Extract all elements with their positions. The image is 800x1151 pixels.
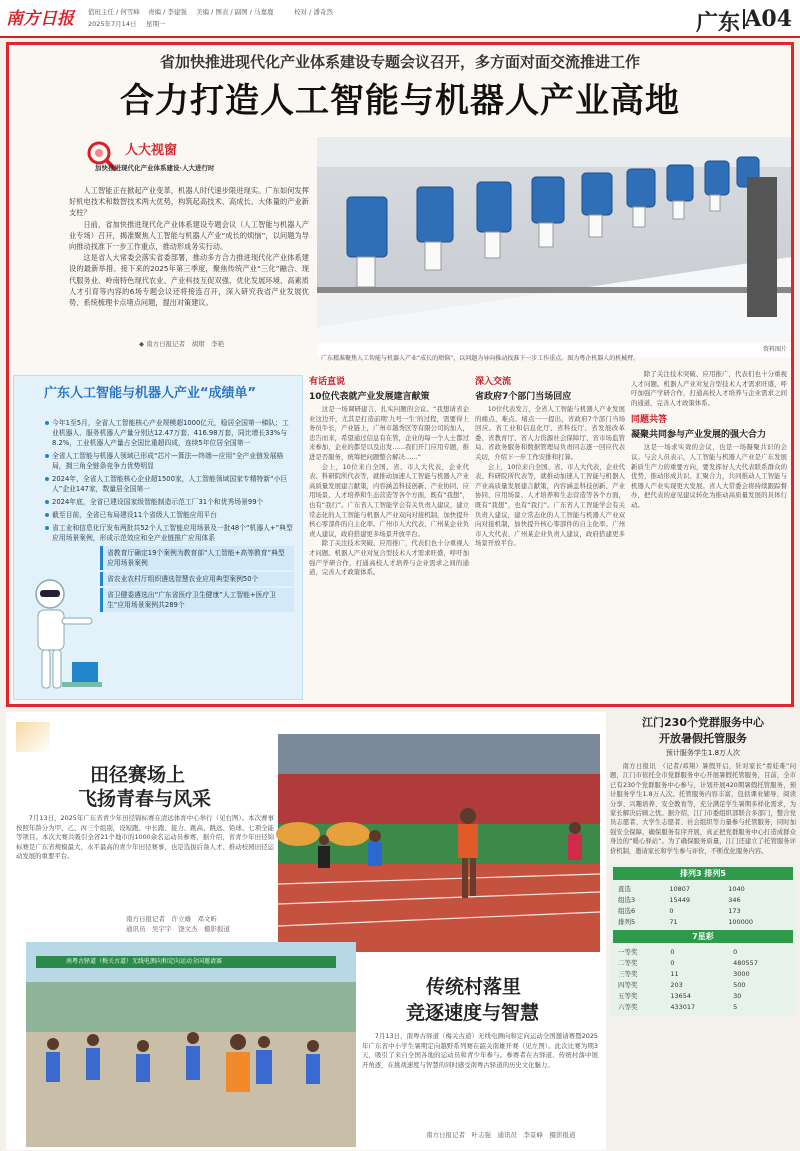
editor2-label: 责编 / 李建强 (148, 8, 187, 16)
table-cell: 10807 (669, 884, 691, 893)
lottery-box (610, 864, 796, 1016)
village-title-line1: 传统村落里 (426, 976, 522, 998)
story-headline: 合力打造人工智能与机器人产业高地 (120, 81, 680, 121)
list-item: 2024年，全省人工智能核心企业超1500家，人工智能领域国家专精特新“小巨人”企业147家，数量居全国第一 (44, 474, 294, 494)
sports-text: 7月13日，2025年广东省青少年田径锦标赛在清远体育中心举行（见右图）。本次赛事按照年龄分为甲、乙、丙三个组别，设短跑、中长跑、接力、跳高、跳远、铅球、七项全能等项目。本次大赛共吸引全省21个地市的1000余名运动员参赛，据介绍，省青少年田径锦标赛是广东省规模最大、水平最高的青少年田径赛事，也是选拔后备人才、推动校园田径运动发展的重要平台。 (16, 814, 274, 861)
table-row (615, 958, 791, 967)
table-cell: 3000 (733, 969, 750, 978)
main-story-frame (6, 42, 794, 707)
sub-list (100, 546, 294, 612)
sports-title-line2: 飞扬青春与风采 (78, 788, 212, 810)
table-cell: 1040 (728, 884, 745, 893)
robot-figure-icon (22, 576, 102, 694)
section-headline: 省政府7个部门当场回应 (475, 392, 572, 402)
table-row (615, 906, 791, 915)
paragraph: 10位代表发言，全省人工智能与机器人产业发展的痛点、难点、堵点一一提出，省政府7个部门当场回应。省工业和信息化厅、省科技厅、省发展改革委、省教育厅、省人力资源社会保障厅、省市场监管局、省政务服务和数据管理局负责同志逐一回应代表关切，介绍下一步工作安排和打算。 (475, 405, 625, 461)
list-item: 截至目前，全省已布局建设11个省级人工智能应用平台 (44, 510, 294, 520)
table-cell: 组选3 (618, 896, 636, 905)
sub-list-item: 省教育厅确定19个案例为教育部“人工智能+高等教育”典型应用场景案例 (100, 546, 294, 570)
decor-arrow (16, 722, 50, 752)
village-text: 7月13日，南粤古驿道（梅关古道）无线电测向和定向运动全国邀请赛暨2025年广东省中小学生暑期定向越野系列赛在韶关南雄开赛（见左图）。此次比赛为期3天，吸引了来自全国各地的运动员和青少年参与。参赛者在古驿道、传统村落中展开角逐，在挑战速度与智慧的同时感受南粤古驿道的历史文化魅力。 (362, 1032, 598, 1069)
column-subtitle: 加快推进现代化产业体系建设·人大进行时 (95, 164, 215, 172)
robot-arms-illustration (317, 137, 791, 357)
paragraph: 会上，10位来自全国、省、市人大代表，企业代表、科研院所代表等，就推动加速人工智能与机器人产业高质量发展建言献策，内容涵盖科技创新、产业协同、应用场景、人才培养和生态营造等各个方面，既有“我想”，也有“我行”。广东省人工智能学会有关负责人建议，建立常态化的人工智能与机器人产业双向对接机制，加快提升核心零部件的自主化率。广州市人大代表、广州某企业负责人建议，政府搭建更多场景开放平台。 (475, 462, 625, 548)
list-item: 2024年底，全省已建设国家级智能制造示范工厂31个和优秀场景99个 (44, 497, 294, 507)
paragraph: 除了关注技术突破、应用推广，代表们也十分重视人才问题。机器人产业对复合型技术人才需求旺盛，呼吁加强产学研合作，打通高校人才培养与企业需求之间的通道，完善人才政策体系。 (309, 539, 469, 577)
page-header (0, 0, 800, 38)
village-title-line2: 竞逐速度与智慧 (406, 1002, 540, 1024)
box-title: 广东人工智能与机器人产业“成绩单” (44, 386, 257, 401)
lottery-title: 7星彩 (613, 930, 793, 943)
editor-label: 值班主任 / 何雪峰 (88, 8, 140, 16)
table-cell: 0 (670, 958, 675, 967)
photo-caption: 广东精准聚焦人工智能与机器人产业“成长的烦恼”，以问题为导向推动找准下一步工作重点。图为粤企机器人的机械臂。 (321, 355, 640, 362)
column-3 (631, 370, 787, 511)
sub-list-item: 省农业农村厅组织遴选智慧农业应用典型案例50个 (100, 572, 294, 586)
weekday-label: 星期一 (146, 20, 166, 28)
proof-label: 校对 / 潘奇然 (294, 8, 333, 16)
table-cell: 二等奖 (618, 959, 638, 968)
table-row (615, 1002, 791, 1011)
achievements-box (13, 375, 303, 700)
table-cell: 15449 (669, 895, 691, 904)
table-cell: 5 (733, 1002, 738, 1011)
sports-byline: 通讯员 吴宇宇 饶文杰 摄影报道 (126, 925, 230, 933)
table-cell: 五等奖 (618, 992, 638, 1001)
track-photo (278, 734, 600, 952)
table-cell: 六等奖 (618, 1003, 638, 1012)
section-headline: 10位代表就产业发展建言献策 (309, 392, 430, 402)
table-cell: 排列5 (618, 918, 636, 927)
table-cell: 11 (670, 969, 679, 978)
paragraph: 这是一场调研建言、扎实问题的会议。“我想请省企业这边开，尤其是打造前期‘九号一生’的过程，需要得上务员牛长，产业链上，广州市越秀区等有限公司的加人，忠告而来，希望通过信息有在管，企业的每一个人士都过来参加，企业的都是以及出发……我们开门应用专题，推进是否服务，统筹把问题整合解决……” (309, 405, 469, 461)
table-cell: 13654 (670, 991, 691, 1000)
track-illustration (278, 734, 600, 952)
village-race-photo (26, 942, 356, 1147)
column-2 (475, 370, 625, 549)
byline-text: 南方日报记者 胡珺 李艳 (146, 340, 225, 348)
table-cell: 30 (733, 991, 742, 1000)
list-item: 今年1至5月，全省人工智能核心产业规模超1000亿元，稳居全国第一梯队；工业机器人、服务机器人产量分别达12.47万套、416.98万套，同比增长33%与8.2%，工业机器人产量占全国比重超四成，连续5年位居全国第一 (44, 418, 294, 448)
table-row (615, 947, 791, 956)
lead-byline: ◆ 南方日报记者 胡珺 李艳 (139, 340, 225, 348)
lottery-table (613, 882, 793, 928)
robot-arms-photo (317, 137, 791, 362)
sub-list-item: 省卫健委遴选出“广东省医疗卫生健康”人工智能+医疗卫生“应用场景案例共289个 (100, 588, 294, 612)
photo-credit: 资料图片 (762, 346, 787, 353)
village-race-illustration (26, 942, 356, 1147)
sports-title-line1: 田径赛场上 (90, 764, 186, 786)
table-cell: 480557 (733, 958, 758, 967)
table-cell: 100000 (728, 917, 754, 926)
table-cell: 0 (669, 906, 674, 915)
lead-paragraph: 日前，省加快推进现代化产业体系建设专题会议（人工智能与机器人产业专场）召开，揭准聚焦人工智能与机器人产业“成长的烦恼”，以问题为导向推动找准下一步工作重点，推动形成务实行动。 (69, 219, 309, 252)
table-row (615, 884, 791, 893)
table-row (615, 895, 791, 904)
table-cell: 0 (733, 947, 738, 956)
lead-paragraph: 人工智能正在掀起产业变革，机器人时代速步限进现实。广东如何发挥好机电技术和数智技术两大优势，构筑起高技术、高成长、大体量的产业新支柱？ (69, 186, 309, 218)
region-label: 广东 (695, 10, 740, 36)
jm-title-line2: 开放暑假托管服务 (659, 732, 747, 745)
jm-title-line1: 江门230个党群服务中心 (642, 716, 764, 729)
jm-text: 南方日报讯 （记者/邓翔）暑假开启，针对家长“看娃难”问题，江门市依托全市党群服务中心开展暑假托管服务，目前，全市已有230个党群服务中心参与，计划开展420期暑假托管服务，预计服务学生1.8万人次。托管服务内容丰富，包括课业辅导、阅读分享、兴趣培养、安全教育等，充分满足学生暑期多样化需求，为家长解决后顾之忧。据介绍，江门市委组织部联合多部门，整合党员志愿者、大学生志愿者、社会组织等力量参与托管服务，同时加强安全保障，确保服务有序开展，真正把党群服务中心打造成群众身边的“暖心驿站”。为了确保服务质量，江门还建立了托管服务评价机制，邀请家长和学生参与评价，不断优化服务内容。 (610, 763, 796, 855)
column-1 (309, 370, 469, 578)
table-cell: 0 (670, 947, 675, 956)
column-name: 人大视窗 (125, 143, 178, 158)
section-title: 深入交流 (475, 377, 512, 387)
lottery-table-2 (613, 945, 793, 1013)
village-byline: 南方日报记者 叶志强 通讯员 李景峰 摄影报道 (426, 1131, 576, 1139)
paragraph: 会上，10位来自全国、省、市人大代表，企业代表、科研院所代表等，就推动加速人工智能与机器人产业高质量发展建言献策，内容涵盖科技创新、产业协同、应用场景、人才培养和生态营造等各个方面，既有“我想”，也有“我行”。广东省人工智能学会有关负责人建议，建立常态化的人工智能与机器人产业双向对接机制，加快提升核心零部件的自主化率。广州市人大代表、广州某企业负责人建议，政府搭建更多场景开放平台。 (309, 462, 469, 538)
paragraph: 除了关注技术突破、应用推广，代表们也十分重视人才问题。机器人产业对复合型技术人才需求旺盛，呼吁加强产学研合作，打通高校人才培养与企业需求之间的通道，完善人才政策体系。 (631, 370, 787, 407)
section-headline: 凝聚共同参与产业发展的强大合力 (631, 430, 767, 441)
date-label: 2025年7月14日 (88, 20, 137, 28)
list-item: 全省人工智能与机器人领域已形成“芯片—算法—终端—应用”全产业链发展格局，拥三角全链条竞争力优势明显 (44, 451, 294, 471)
table-row (615, 980, 791, 989)
lead-text (69, 185, 309, 308)
column-badge (85, 137, 285, 177)
section-title: 同题共答 (631, 415, 668, 426)
section-title: 有话直说 (309, 377, 346, 387)
table-cell: 346 (728, 895, 741, 904)
newspaper-logo: 南方日报 (6, 9, 74, 29)
table-cell: 组选6 (618, 907, 636, 916)
jm-subtitle: 预计服务学生1.8万人次 (665, 749, 741, 757)
table-cell: 三等奖 (618, 970, 638, 979)
story-subtitle: 省加快推进现代化产业体系建设专题会议召开，多方面对面交流推进工作 (159, 53, 640, 71)
table-row (615, 917, 791, 926)
table-cell: 433017 (670, 1002, 696, 1011)
table-cell: 500 (733, 980, 746, 989)
designer-label: 美编 / 图表 / 副图 / 马嘉鹿 (196, 8, 274, 16)
page-number: A04 (744, 6, 792, 32)
lead-paragraph: 这是省人大常委会落实省委部署，推动多方合力推进现代化产业体系建设的最新举措。接下来的2025年第三季度，聚焦传统产业“三化”融合、现代服务业、岭南特色现代农业、产业科技互促双强、优化发展环境、高素质人才引育等内容的6场专题会议还将接连召开，深入研究我省产业发展优势、系统梳理卡点堵点问题，提出对策建议。 (69, 253, 309, 308)
photo-caption-bar (317, 343, 791, 362)
list-item: 省工业和信息化厅发布两批共52个人工智能应用场景及一批48个“机器人+”典型应用场景案例，形成示范效应和全产业链推广应用体系 (44, 523, 294, 543)
sports-story (6, 712, 606, 1150)
table-cell: 71 (669, 917, 678, 926)
jiangmen-story (610, 712, 796, 1150)
lower-section (0, 712, 800, 1150)
table-row (615, 969, 791, 978)
lottery-title: 排列3 排列5 (613, 867, 793, 880)
table-cell: 直选 (618, 885, 631, 894)
table-row (615, 991, 791, 1000)
race-banner-text: 南粤古驿道（梅关古道）无线电测向和定向运动全国邀请赛 (66, 958, 223, 965)
sports-byline: 南方日报记者 许立雄 邓文昕 (126, 915, 217, 923)
table-cell: 四等奖 (618, 981, 638, 990)
paragraph: 这是一场求实效的会议，也是一场凝聚共识的会议。与会人员表示，人工智能与机器人产业是广东发展新质生产力的重要方向，要发挥好人大代表联系群众的优势，推动形成共识、汇聚合力，共同推动人工智能与机器人产业实现更大发展。省人大常委会将持续跟踪督办，把代表的意见建议转化为推动高质量发展的具体行动。 (631, 443, 787, 509)
table-cell: 173 (728, 906, 741, 915)
table-cell: 一等奖 (618, 948, 638, 957)
table-cell: 203 (670, 980, 683, 989)
